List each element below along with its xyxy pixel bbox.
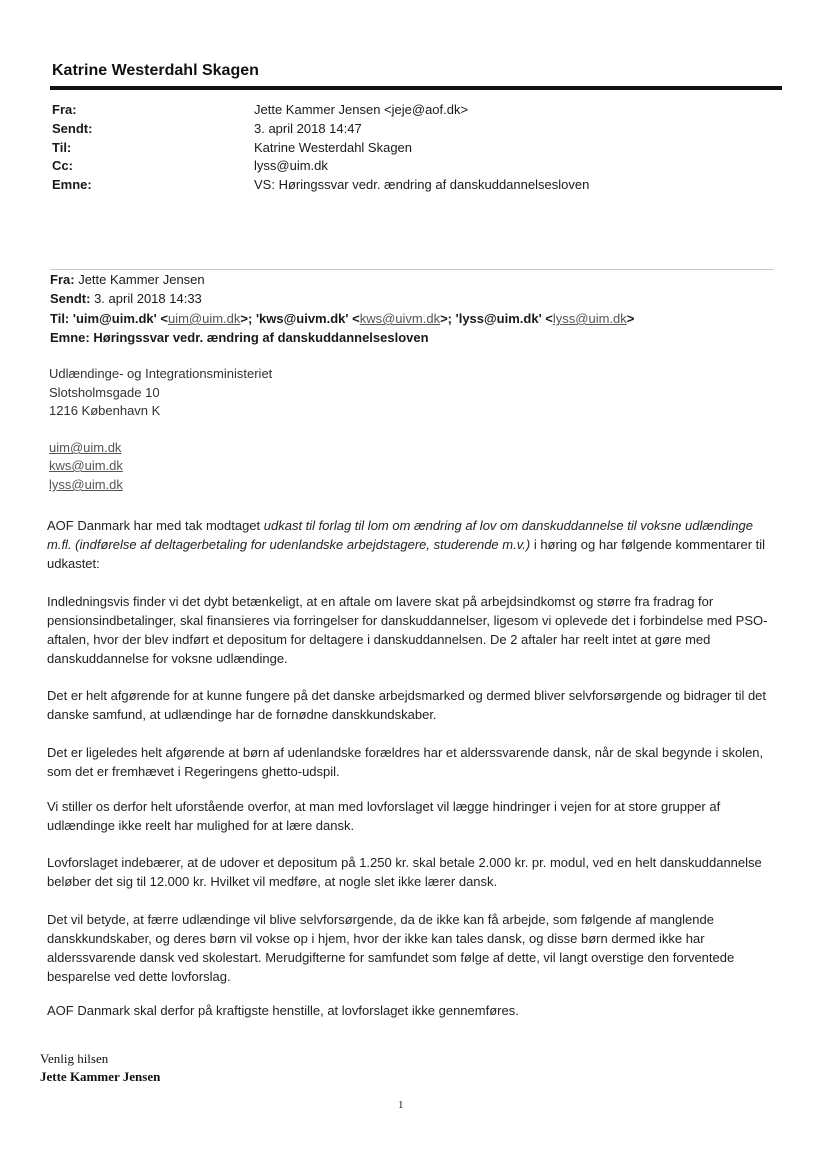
body-paragraph: AOF Danmark skal derfor på kraftigste henstille, at lovforslaget ikke gennemføres. (47, 1003, 519, 1018)
body-paragraph: Lovforslaget indebærer, at de udover et depositum på 1.250 kr. skal betale 2.000 kr. pr. modul, ved en helt danskuddannelse beløber det sig til 12.000 kr. Hvilket vil medføre, at nogle slet ikke lærer dansk. (47, 855, 762, 889)
email-link[interactable]: uim@uim.dk (49, 440, 122, 455)
signature-greeting: Venlig hilsen (40, 1051, 109, 1066)
body-paragraph: Det er ligeledes helt afgørende at børn af udenlandske forældres har et alderssvarende dansk, når de skal begynde i skolen, som det er fremhævet i Regeringens ghetto-udspil. (47, 745, 764, 779)
header-to-label: Til: (52, 140, 72, 155)
body-paragraph: Indledningsvis finder vi det dybt betænkeligt, at en aftale om lavere skat på arbejdsindkomst og større fra fradrag for pensionsindbetalinger, skal finansieres via forringelser for danskuddannelser, ligesom vi oplevede det i forbindelse med PSO-aftalen, hvor der blev indført et depositum for deltagere i danskuddannelsen. De 2 aftaler har reelt intet at gøre med danskuddannelse for voksne udlændinge. (47, 594, 768, 666)
forwarded-sent-line: Sendt: 3. april 2018 14:33 (50, 291, 202, 306)
header-to-value: Katrine Westerdahl Skagen (254, 140, 413, 155)
header-divider (50, 86, 782, 90)
body-paragraph: AOF Danmark har med tak modtaget udkast til forlag til lom om ændring af lov om danskuddannelse til voksne udlændinge m.fl. (indførelse af deltagerbetaling for udenlandske arbejdstagere, studerende m.v.) i høring og har følgende kommentarer til udkastet: (47, 518, 766, 571)
header-cc-label: Cc: (52, 158, 73, 173)
address-line: 1216 København K (49, 403, 161, 418)
header-sent-value: 3. april 2018 14:47 (254, 121, 362, 136)
body-paragraph: Det er helt afgørende for at kunne fungere på det danske arbejdsmarked og dermed bliver selvforsørgende og bidrager til det danske samfund, at udlændinge har de fornødne danskkundskaber. (47, 688, 767, 722)
address-line: Udlændinge- og Integrationsministeriet (49, 366, 273, 381)
body-paragraph: Vi stiller os derfor helt uforstående overfor, at man med lovforslaget vil lægge hindringer i vejen for at store grupper af udlændinge ikke reelt har mulighed for at lære dansk. (47, 799, 721, 833)
forwarded-subject-line: Emne: Høringssvar vedr. ændring af danskuddannelsesloven (50, 330, 429, 345)
header-subject-label: Emne: (52, 177, 92, 192)
header-from-label: Fra: (52, 102, 77, 117)
header-sent-label: Sendt: (52, 121, 93, 136)
signature-name: Jette Kammer Jensen (40, 1069, 161, 1084)
forwarded-divider (50, 269, 774, 270)
email-link[interactable]: uim@uim.dk (167, 311, 241, 326)
header-cc-value: lyss@uim.dk (254, 158, 328, 173)
header-subject-value: VS: Høringssvar vedr. ændring af danskuddannelsesloven (254, 177, 590, 192)
email-link[interactable]: kws@uim.dk (49, 458, 123, 473)
header-from-value: Jette Kammer Jensen <jeje@aof.dk> (254, 102, 469, 117)
forwarded-from-line: Fra: Jette Kammer Jensen (50, 272, 205, 287)
page-number: 1 (398, 1099, 404, 1111)
mailbox-owner-name: Katrine Westerdahl Skagen (52, 62, 259, 79)
forwarded-to-line: Til: 'uim@uim.dk' <uim@uim.dk>; 'kws@uivm.dk' <kws@uivm.dk>; 'lyss@uim.dk' <lyss@uim.dk> (50, 311, 635, 326)
email-link[interactable]: lyss@uim.dk (49, 477, 123, 492)
email-link[interactable]: lyss@uim.dk (552, 311, 627, 326)
email-link[interactable]: kws@uivm.dk (359, 311, 441, 326)
body-paragraph: Det vil betyde, at færre udlændinge vil blive selvforsørgende, da de ikke kan få arbejde, som følgende af manglende danskkundskaber, og deres børn vil vokse op i hjem, hvor der ikke kan tales dansk, og disse børn dermed ikke har alderssvarende dansk ved skolestart. Merudgifterne for samfundet som følge af dette, vil langt overstige den forventede besparelse ved dette lovforslag. (47, 912, 735, 984)
address-line: Slotsholmsgade 10 (49, 385, 160, 400)
